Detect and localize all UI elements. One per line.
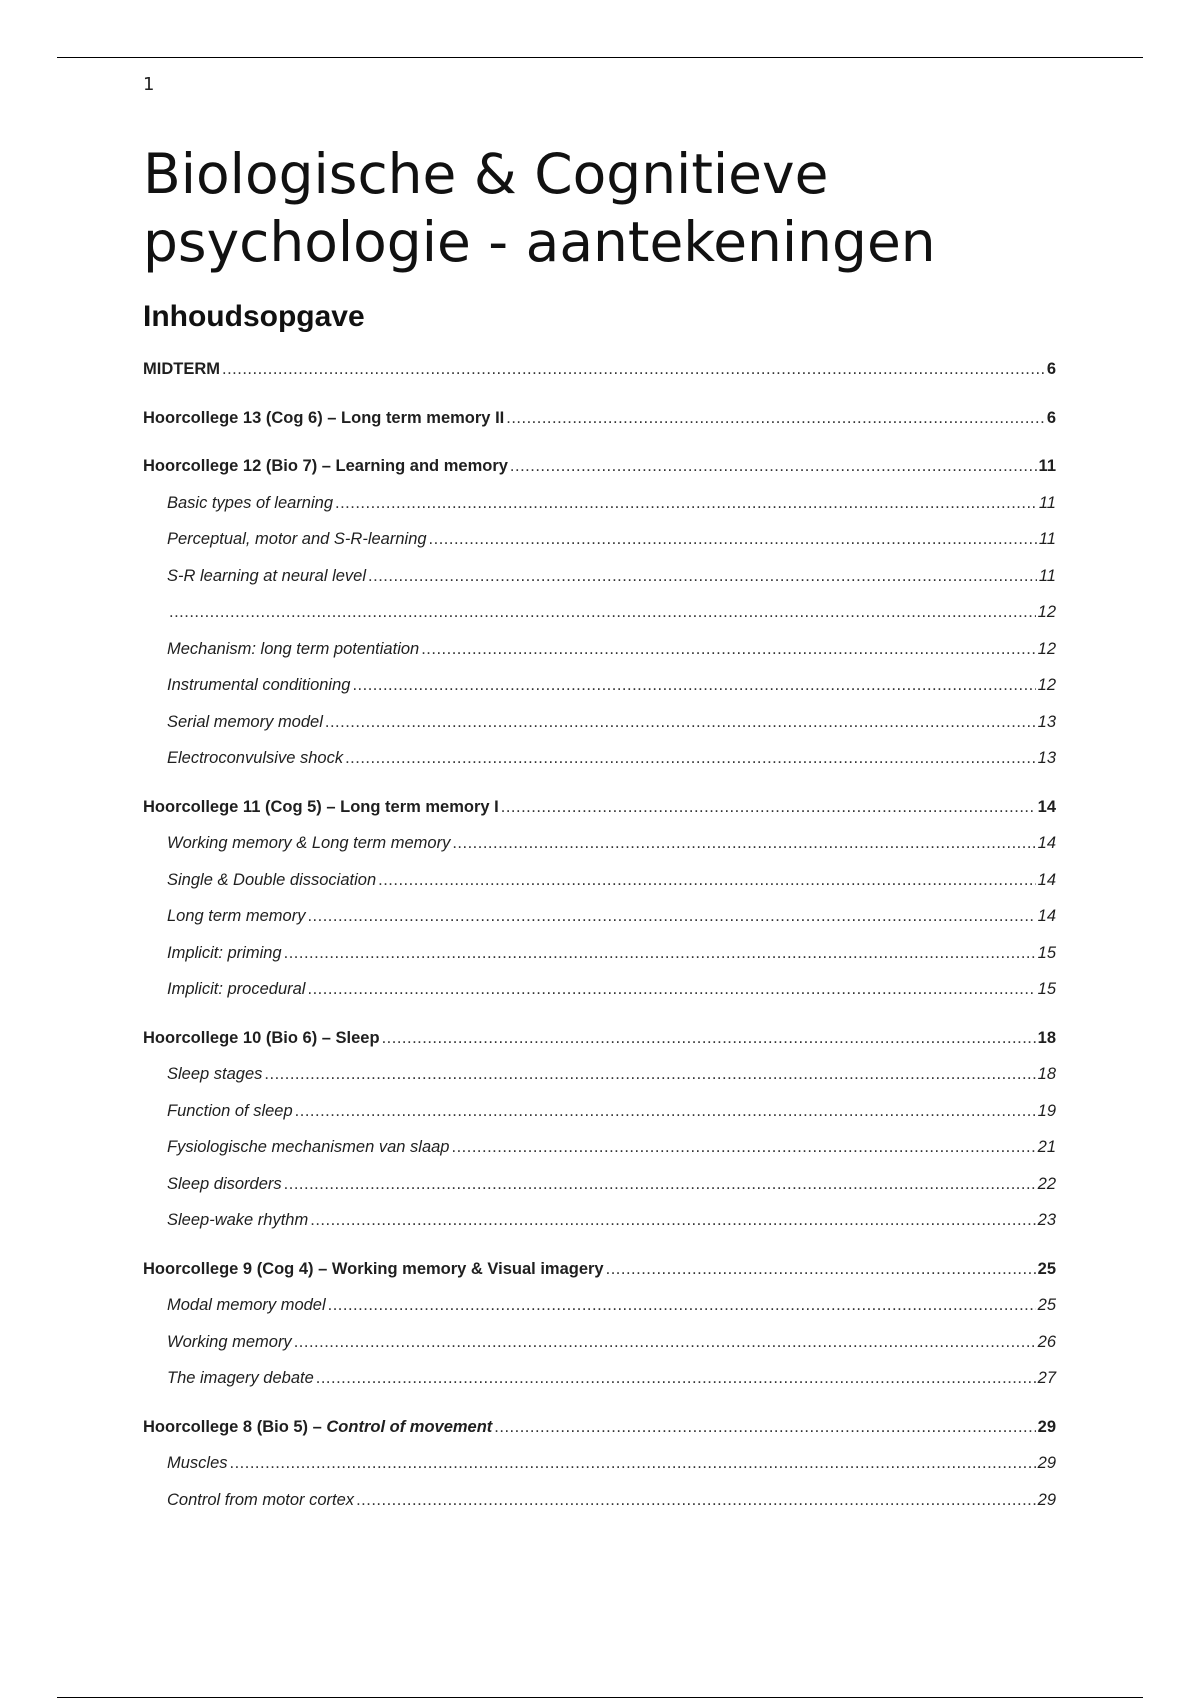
- toc-entry-label: Implicit: priming: [167, 943, 282, 962]
- toc-section-entry[interactable]: [143, 1333, 1056, 1357]
- toc-entry-page: 12: [1037, 676, 1056, 694]
- toc-chapter-entry[interactable]: [143, 1029, 1056, 1053]
- toc-entry-label: Hoorcollege 13 (Cog 6) – Long term memory II: [143, 408, 505, 427]
- toc-entry-page: 26: [1037, 1332, 1056, 1351]
- toc-entry-page: 25: [1037, 1296, 1056, 1314]
- dot-leader: [335, 494, 1037, 513]
- toc-entry-label: Function of sleep: [167, 1101, 293, 1120]
- toc-section-entry[interactable]: [143, 1065, 1056, 1089]
- table-of-contents: [143, 0, 1056, 1700]
- toc-entry-page: 11: [1038, 566, 1056, 585]
- dot-leader: [310, 1211, 1035, 1230]
- toc-section-entry[interactable]: [143, 1369, 1056, 1393]
- toc-section-entry[interactable]: [143, 1491, 1056, 1515]
- dot-leader: [295, 1102, 1036, 1121]
- toc-entry-page: 14: [1037, 907, 1056, 925]
- toc-entry-label: Mechanism: long term potentiation: [167, 639, 420, 658]
- toc-entry-label: Sleep stages: [167, 1065, 263, 1083]
- toc-entry-page: 13: [1037, 749, 1056, 767]
- toc-entry-label: Working memory & Long term memory: [167, 834, 451, 852]
- toc-entry-page: 18: [1037, 1028, 1056, 1047]
- toc-entry-label: Sleep-wake rhythm: [167, 1211, 309, 1229]
- toc-entry-page: 11: [1038, 457, 1056, 475]
- toc-chapter-entry[interactable]: [143, 360, 1056, 384]
- toc-section-entry[interactable]: [143, 871, 1056, 895]
- dot-leader: [307, 980, 1035, 999]
- toc-entry-page: 29: [1037, 1417, 1056, 1436]
- toc-entry-label: Basic types of learning: [167, 493, 334, 512]
- dot-leader: [506, 409, 1045, 428]
- toc-section-entry[interactable]: [143, 676, 1056, 700]
- dot-leader: [345, 749, 1036, 768]
- toc-entry-page: 14: [1037, 797, 1056, 816]
- dot-leader: [429, 530, 1037, 549]
- dot-leader: [452, 834, 1035, 853]
- toc-entry-page: 15: [1037, 943, 1056, 962]
- toc-section-entry[interactable]: [143, 1211, 1056, 1235]
- toc-chapter-entry[interactable]: [143, 1418, 1056, 1442]
- toc-entry-page: 11: [1038, 530, 1056, 548]
- toc-chapter-entry[interactable]: [143, 457, 1056, 481]
- toc-entry-page: 29: [1037, 1454, 1056, 1472]
- dot-leader: [294, 1333, 1036, 1352]
- toc-entry-label: Sleep disorders: [167, 1174, 282, 1193]
- dot-leader: [352, 676, 1035, 695]
- toc-entry-page: 21: [1037, 1138, 1056, 1156]
- toc-section-entry[interactable]: [143, 640, 1056, 664]
- dot-leader: [307, 907, 1035, 926]
- toc-entry-label: Hoorcollege 9 (Cog 4) – Working memory & Visual imagery: [143, 1259, 604, 1278]
- toc-entry-label: MIDTERM: [143, 360, 220, 378]
- toc-section-entry[interactable]: [143, 713, 1056, 737]
- toc-section-entry[interactable]: [143, 1102, 1056, 1126]
- dot-leader: [421, 640, 1035, 659]
- dot-leader: [328, 1296, 1036, 1315]
- dot-leader: [606, 1260, 1036, 1279]
- dot-leader: [378, 871, 1036, 890]
- toc-heading: Inhoudsopgave: [143, 300, 365, 333]
- toc-entry-page: 18: [1037, 1065, 1056, 1083]
- toc-section-entry[interactable]: [143, 1454, 1056, 1478]
- toc-section-entry[interactable]: [143, 749, 1056, 773]
- toc-entry-page: 14: [1037, 834, 1056, 852]
- dot-leader: [501, 798, 1036, 817]
- toc-chapter-entry[interactable]: [143, 798, 1056, 822]
- page-number: 1: [143, 74, 155, 95]
- toc-section-entry[interactable]: [143, 907, 1056, 931]
- dot-leader: [356, 1491, 1036, 1510]
- footer-rule: [57, 1697, 1143, 1698]
- title-line-2: psychologie - aantekeningen: [143, 210, 936, 274]
- toc-entry-page: 22: [1037, 1174, 1056, 1193]
- toc-section-entry[interactable]: [143, 1296, 1056, 1320]
- toc-entry-page: 14: [1037, 870, 1056, 889]
- toc-entry-page: 13: [1037, 712, 1056, 731]
- toc-entry-label: Serial memory model: [167, 712, 323, 731]
- dot-leader: [510, 457, 1037, 476]
- dot-leader: [169, 603, 1036, 622]
- toc-entry-page: 6: [1046, 360, 1056, 378]
- dot-leader: [316, 1369, 1036, 1388]
- toc-entry-label: Hoorcollege 12 (Bio 7) – Learning and memory: [143, 457, 508, 475]
- toc-section-entry[interactable]: [143, 530, 1056, 554]
- toc-section-entry[interactable]: [143, 1175, 1056, 1199]
- toc-entry-page: 29: [1037, 1490, 1056, 1509]
- toc-entry-page: 6: [1046, 408, 1056, 427]
- toc-entry-label: Muscles: [167, 1454, 228, 1472]
- toc-section-entry[interactable]: [143, 494, 1056, 518]
- toc-entry-label: S-R learning at neural level: [167, 566, 367, 585]
- toc-entry-label: Electroconvulsive shock: [167, 749, 344, 767]
- dot-leader: [284, 944, 1036, 963]
- toc-entry-label: Control from motor cortex: [167, 1490, 355, 1509]
- toc-entry-label: Working memory: [167, 1332, 292, 1351]
- toc-entry-page: 27: [1037, 1369, 1056, 1387]
- toc-entry-page: 15: [1037, 980, 1056, 998]
- toc-section-entry[interactable]: [143, 1138, 1056, 1162]
- toc-entry-page: 25: [1037, 1259, 1056, 1278]
- dot-leader: [264, 1065, 1035, 1084]
- toc-section-entry[interactable]: [143, 944, 1056, 968]
- toc-entry-page: 11: [1038, 493, 1056, 512]
- toc-section-entry[interactable]: [143, 603, 1056, 627]
- toc-entry-label-emphasis: Control of movement: [326, 1417, 493, 1436]
- dot-leader: [325, 713, 1036, 732]
- dot-leader: [494, 1418, 1035, 1437]
- toc-entry-page: 12: [1037, 603, 1056, 621]
- toc-entry-label: Fysiologische mechanismen van slaap: [167, 1138, 450, 1156]
- toc-entry-label: Perceptual, motor and S-R-learning: [167, 530, 427, 548]
- toc-entry-label: Long term memory: [167, 907, 306, 925]
- dot-leader: [368, 567, 1037, 586]
- toc-entry-label: Hoorcollege 8 (Bio 5) – Control of movement: [143, 1417, 493, 1436]
- toc-entry-label: Hoorcollege 10 (Bio 6) – Sleep: [143, 1028, 380, 1047]
- toc-entry-label: Hoorcollege 11 (Cog 5) – Long term memory I: [143, 797, 499, 816]
- dot-leader: [382, 1029, 1036, 1048]
- dot-leader: [222, 360, 1045, 379]
- title-line-1: Biologische & Cognitieve: [143, 142, 829, 206]
- toc-entry-page: 19: [1037, 1101, 1056, 1120]
- toc-entry-label: Implicit: procedural: [167, 980, 306, 998]
- toc-entry-label: Instrumental conditioning: [167, 676, 351, 694]
- toc-section-entry[interactable]: [143, 834, 1056, 858]
- toc-chapter-entry[interactable]: [143, 1260, 1056, 1284]
- toc-entry-page: 23: [1037, 1211, 1056, 1229]
- toc-chapter-entry[interactable]: [143, 409, 1056, 433]
- toc-entry-label: The imagery debate: [167, 1369, 314, 1387]
- toc-section-entry[interactable]: [143, 980, 1056, 1004]
- dot-leader: [451, 1138, 1035, 1157]
- toc-entry-page: 12: [1037, 639, 1056, 658]
- dot-leader: [284, 1175, 1036, 1194]
- toc-section-entry[interactable]: [143, 567, 1056, 591]
- toc-entry-label: Single & Double dissociation: [167, 870, 377, 889]
- toc-entry-label: Modal memory model: [167, 1296, 326, 1314]
- dot-leader: [230, 1454, 1036, 1473]
